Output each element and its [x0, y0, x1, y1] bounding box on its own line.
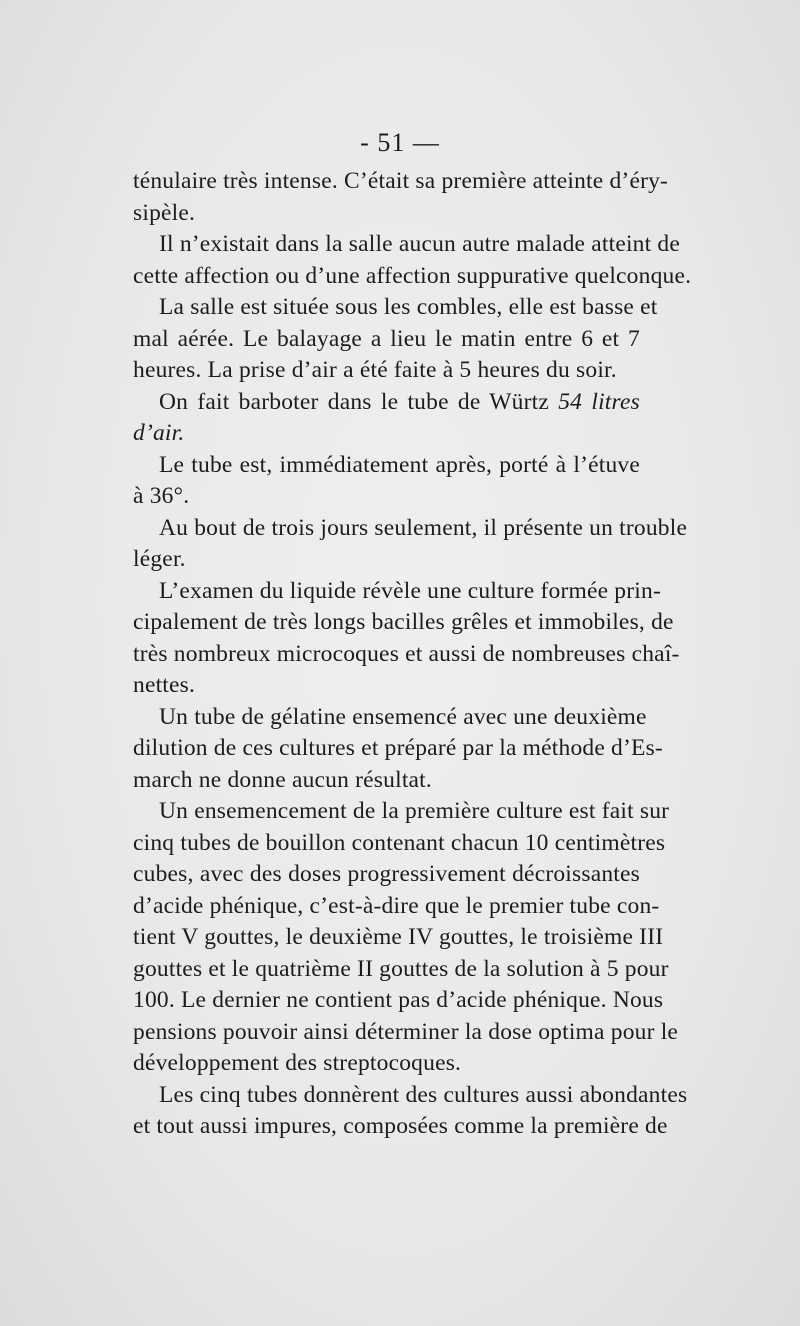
text-line: sipèle.: [133, 199, 196, 226]
italic-text: d’air.: [133, 420, 185, 446]
text-line: dilution de ces cultures et préparé par la méthode d’Es-: [133, 735, 663, 761]
text-line: Il n’existait dans la salle aucun autre malade atteint de: [159, 231, 681, 257]
text-line: [133, 418, 640, 450]
text-line: Un tube de gélatine ensemencé avec une deuxième: [159, 703, 647, 730]
text-line: cinq tubes de bouillon contenant chacun 10 centimètres: [133, 829, 666, 856]
text-line: développement des streptocoques.: [133, 1050, 462, 1076]
text-line: mal aérée. Le balayage a lieu le matin entre 6 et 7: [133, 325, 640, 352]
text-line: tient V gouttes, le deuxième IV gouttes, le troisième III: [133, 924, 664, 950]
text-line: d’acide phénique, c’est-à-dire que le premier tube con-: [133, 892, 660, 919]
text-line: pensions pouvoir ainsi déterminer la dose optima pour le: [133, 1018, 679, 1045]
body-text: [133, 166, 692, 1143]
text-line: L’examen du liquide révèle une culture formée prin-: [159, 577, 661, 604]
text-line: à 36°.: [133, 483, 190, 509]
text-line: Les cinq tubes donnèrent des cultures aussi abondantes: [159, 1081, 688, 1108]
text-line: march ne donne aucun résultat.: [133, 766, 432, 793]
text-line: heures. La prise d’air a été faite à 5 heures du soir.: [133, 357, 617, 383]
text-line: Un ensemencement de la première culture est fait sur: [159, 798, 670, 824]
text-line: gouttes et le quatrième II gouttes de la solution à 5 pour: [133, 955, 669, 982]
italic-text: 54 litres: [558, 388, 640, 415]
page-number: - 51 —: [360, 128, 440, 157]
text-line: Au bout de trois jours seulement, il présente un trouble: [159, 514, 688, 541]
text-line: nettes.: [133, 672, 196, 698]
text-line: [133, 387, 640, 419]
text-line: ténulaire très intense. C’était sa première atteinte d’éry-: [133, 168, 669, 194]
text-line: cubes, avec des doses progressivement décroissantes: [133, 861, 640, 887]
text-line: léger.: [133, 546, 186, 572]
text-line: 100. Le dernier ne contient pas d’acide phénique. Nous: [133, 987, 664, 1013]
text-line: très nombreux microcoques et aussi de nombreuses chaî-: [133, 640, 680, 667]
text-line: cipalement de très longs bacilles grêles et immobiles, de: [133, 609, 674, 635]
text-line: La salle est située sous les combles, elle est basse et: [159, 294, 658, 320]
text-fragment: On fait barboter dans le tube de Würtz: [159, 388, 559, 415]
text-line: cette affection ou d’une affection suppurative quelconque.: [133, 262, 692, 289]
text-line: Le tube est, immédiatement après, porté à l’étuve: [159, 451, 640, 478]
text-line: et tout aussi impures, composées comme la première de: [133, 1113, 668, 1139]
